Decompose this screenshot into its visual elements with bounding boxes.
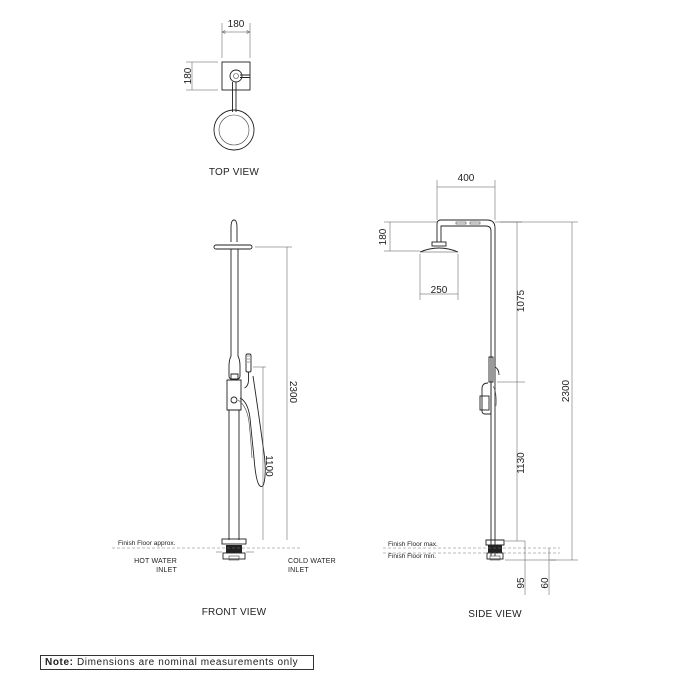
- side-head-drop-label: 180: [378, 228, 389, 246]
- top-view-title: TOP VIEW: [208, 167, 260, 178]
- finish-floor-approx-label: Finish Floor approx.: [118, 540, 176, 547]
- side-head-diameter-label: 250: [430, 285, 448, 296]
- side-lower-section-label: 1130: [516, 452, 527, 474]
- side-shower-head-mount: [432, 242, 446, 246]
- side-view: [378, 173, 578, 620]
- top-width-label: 180: [227, 19, 245, 30]
- front-base-plate: [222, 539, 246, 544]
- hot-water-label-line1: HOT WATER: [134, 558, 177, 565]
- side-floor-offset-label: 60: [540, 577, 551, 589]
- hot-water-label-line2: INLET: [156, 567, 177, 574]
- note-label: Note:: [45, 657, 74, 668]
- top-view: [183, 19, 259, 178]
- front-shower-head: [214, 245, 252, 249]
- top-height-label: 180: [183, 67, 194, 85]
- side-base-offset-label: 95: [516, 577, 527, 589]
- front-view: [112, 220, 336, 618]
- cold-water-label-line2: INLET: [288, 567, 309, 574]
- note-text: Dimensions are nominal measurements only: [76, 657, 299, 668]
- front-view-title: FRONT VIEW: [201, 607, 267, 618]
- front-total-height-label: 2300: [287, 380, 298, 404]
- side-arm-reach-label: 400: [457, 173, 475, 184]
- side-total-height-label: 2300: [561, 379, 572, 403]
- finish-floor-min-label: Finish Floor min.: [388, 553, 437, 560]
- front-handshower-height-label: 1100: [263, 455, 274, 477]
- finish-floor-max-label: Finish Floor max.: [388, 541, 438, 548]
- side-upper-section-label: 1075: [516, 289, 527, 313]
- note-box: [40, 655, 314, 670]
- side-view-title: SIDE VIEW: [468, 609, 522, 620]
- front-hand-shower: [246, 354, 251, 372]
- top-shower-head: [214, 110, 254, 150]
- cold-water-label-line1: COLD WATER: [288, 558, 336, 565]
